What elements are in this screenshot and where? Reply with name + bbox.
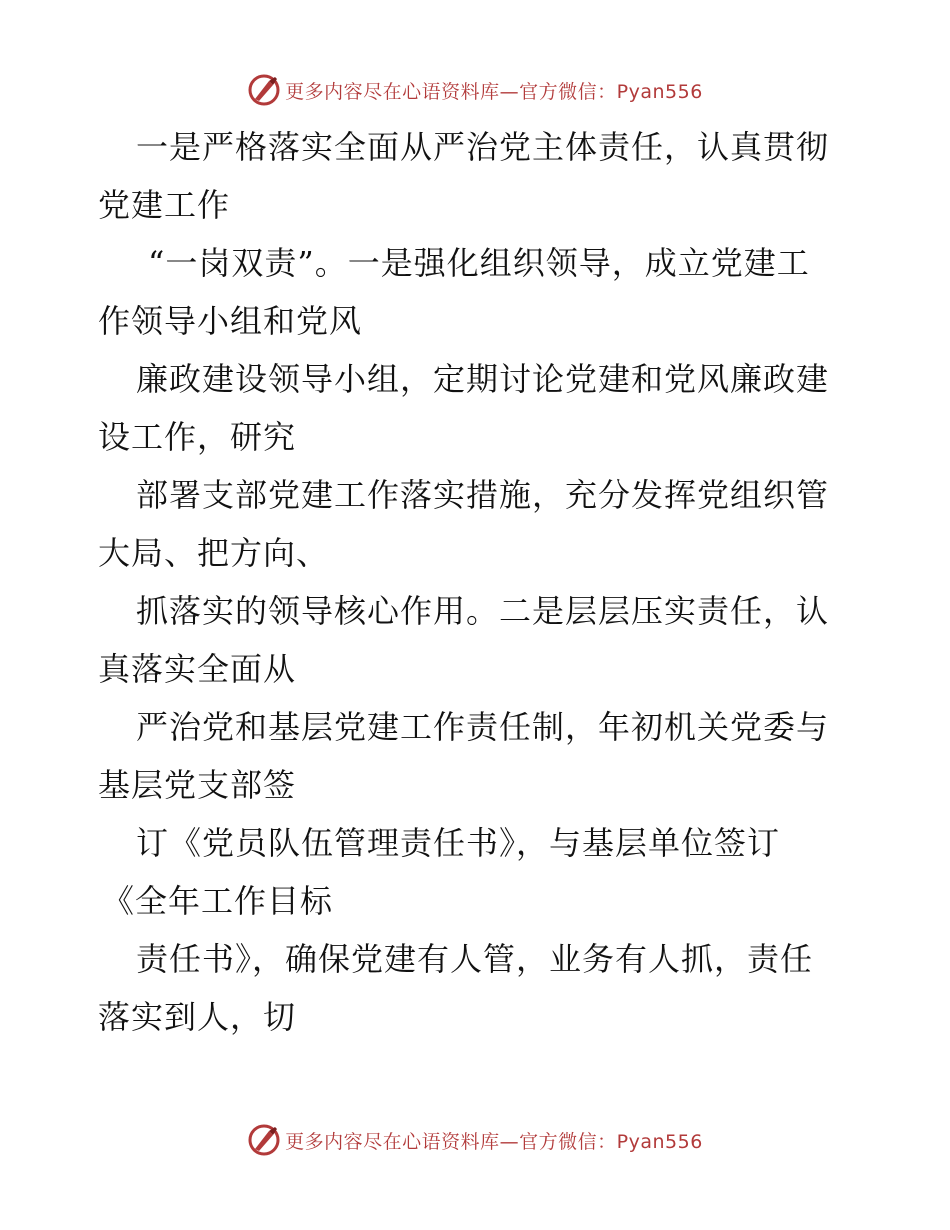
pen-logo-icon — [247, 73, 281, 107]
body-line: 责任书》，确保党建有人管，业务有人抓，责任 — [136, 940, 814, 978]
body-line: 设工作，研究 — [98, 418, 297, 456]
body-line: 严治党和基层党建工作责任制，年初机关党委与 — [136, 708, 830, 746]
body-line: 订《党员队伍管理责任书》，与基层单位签订 — [136, 824, 781, 862]
body-line: 党建工作 — [98, 186, 231, 224]
body-line: 落实到人，切 — [98, 998, 297, 1036]
body-line: 大局、把方向、 — [98, 534, 330, 572]
body-line: 一是严格落实全面从严治党主体责任，认真贯彻 — [136, 128, 830, 166]
body-line: 基层党支部签 — [98, 766, 297, 804]
header-banner-text: 更多内容尽在心语资料库—官方微信：Pyan556 — [285, 80, 703, 103]
pen-logo-icon — [247, 1123, 281, 1157]
footer-banner — [0, 1120, 950, 1160]
document-body — [98, 118, 858, 1046]
body-line: 部署支部党建工作落实措施，充分发挥党组织管 — [136, 476, 830, 514]
body-line: 抓落实的领导核心作用。二是层层压实责任，认 — [136, 592, 830, 630]
body-line: 作领导小组和党风 — [98, 302, 363, 340]
body-line: 《全年工作目标 — [102, 882, 334, 920]
body-line: “一岗双责”。一是强化组织领导，成立党建工 — [148, 244, 810, 282]
body-line: 真落实全面从 — [98, 650, 297, 688]
footer-banner-text: 更多内容尽在心语资料库—官方微信：Pyan556 — [285, 1130, 703, 1153]
header-banner — [0, 70, 950, 110]
body-line: 廉政建设领导小组，定期讨论党建和党风廉政建 — [136, 360, 830, 398]
